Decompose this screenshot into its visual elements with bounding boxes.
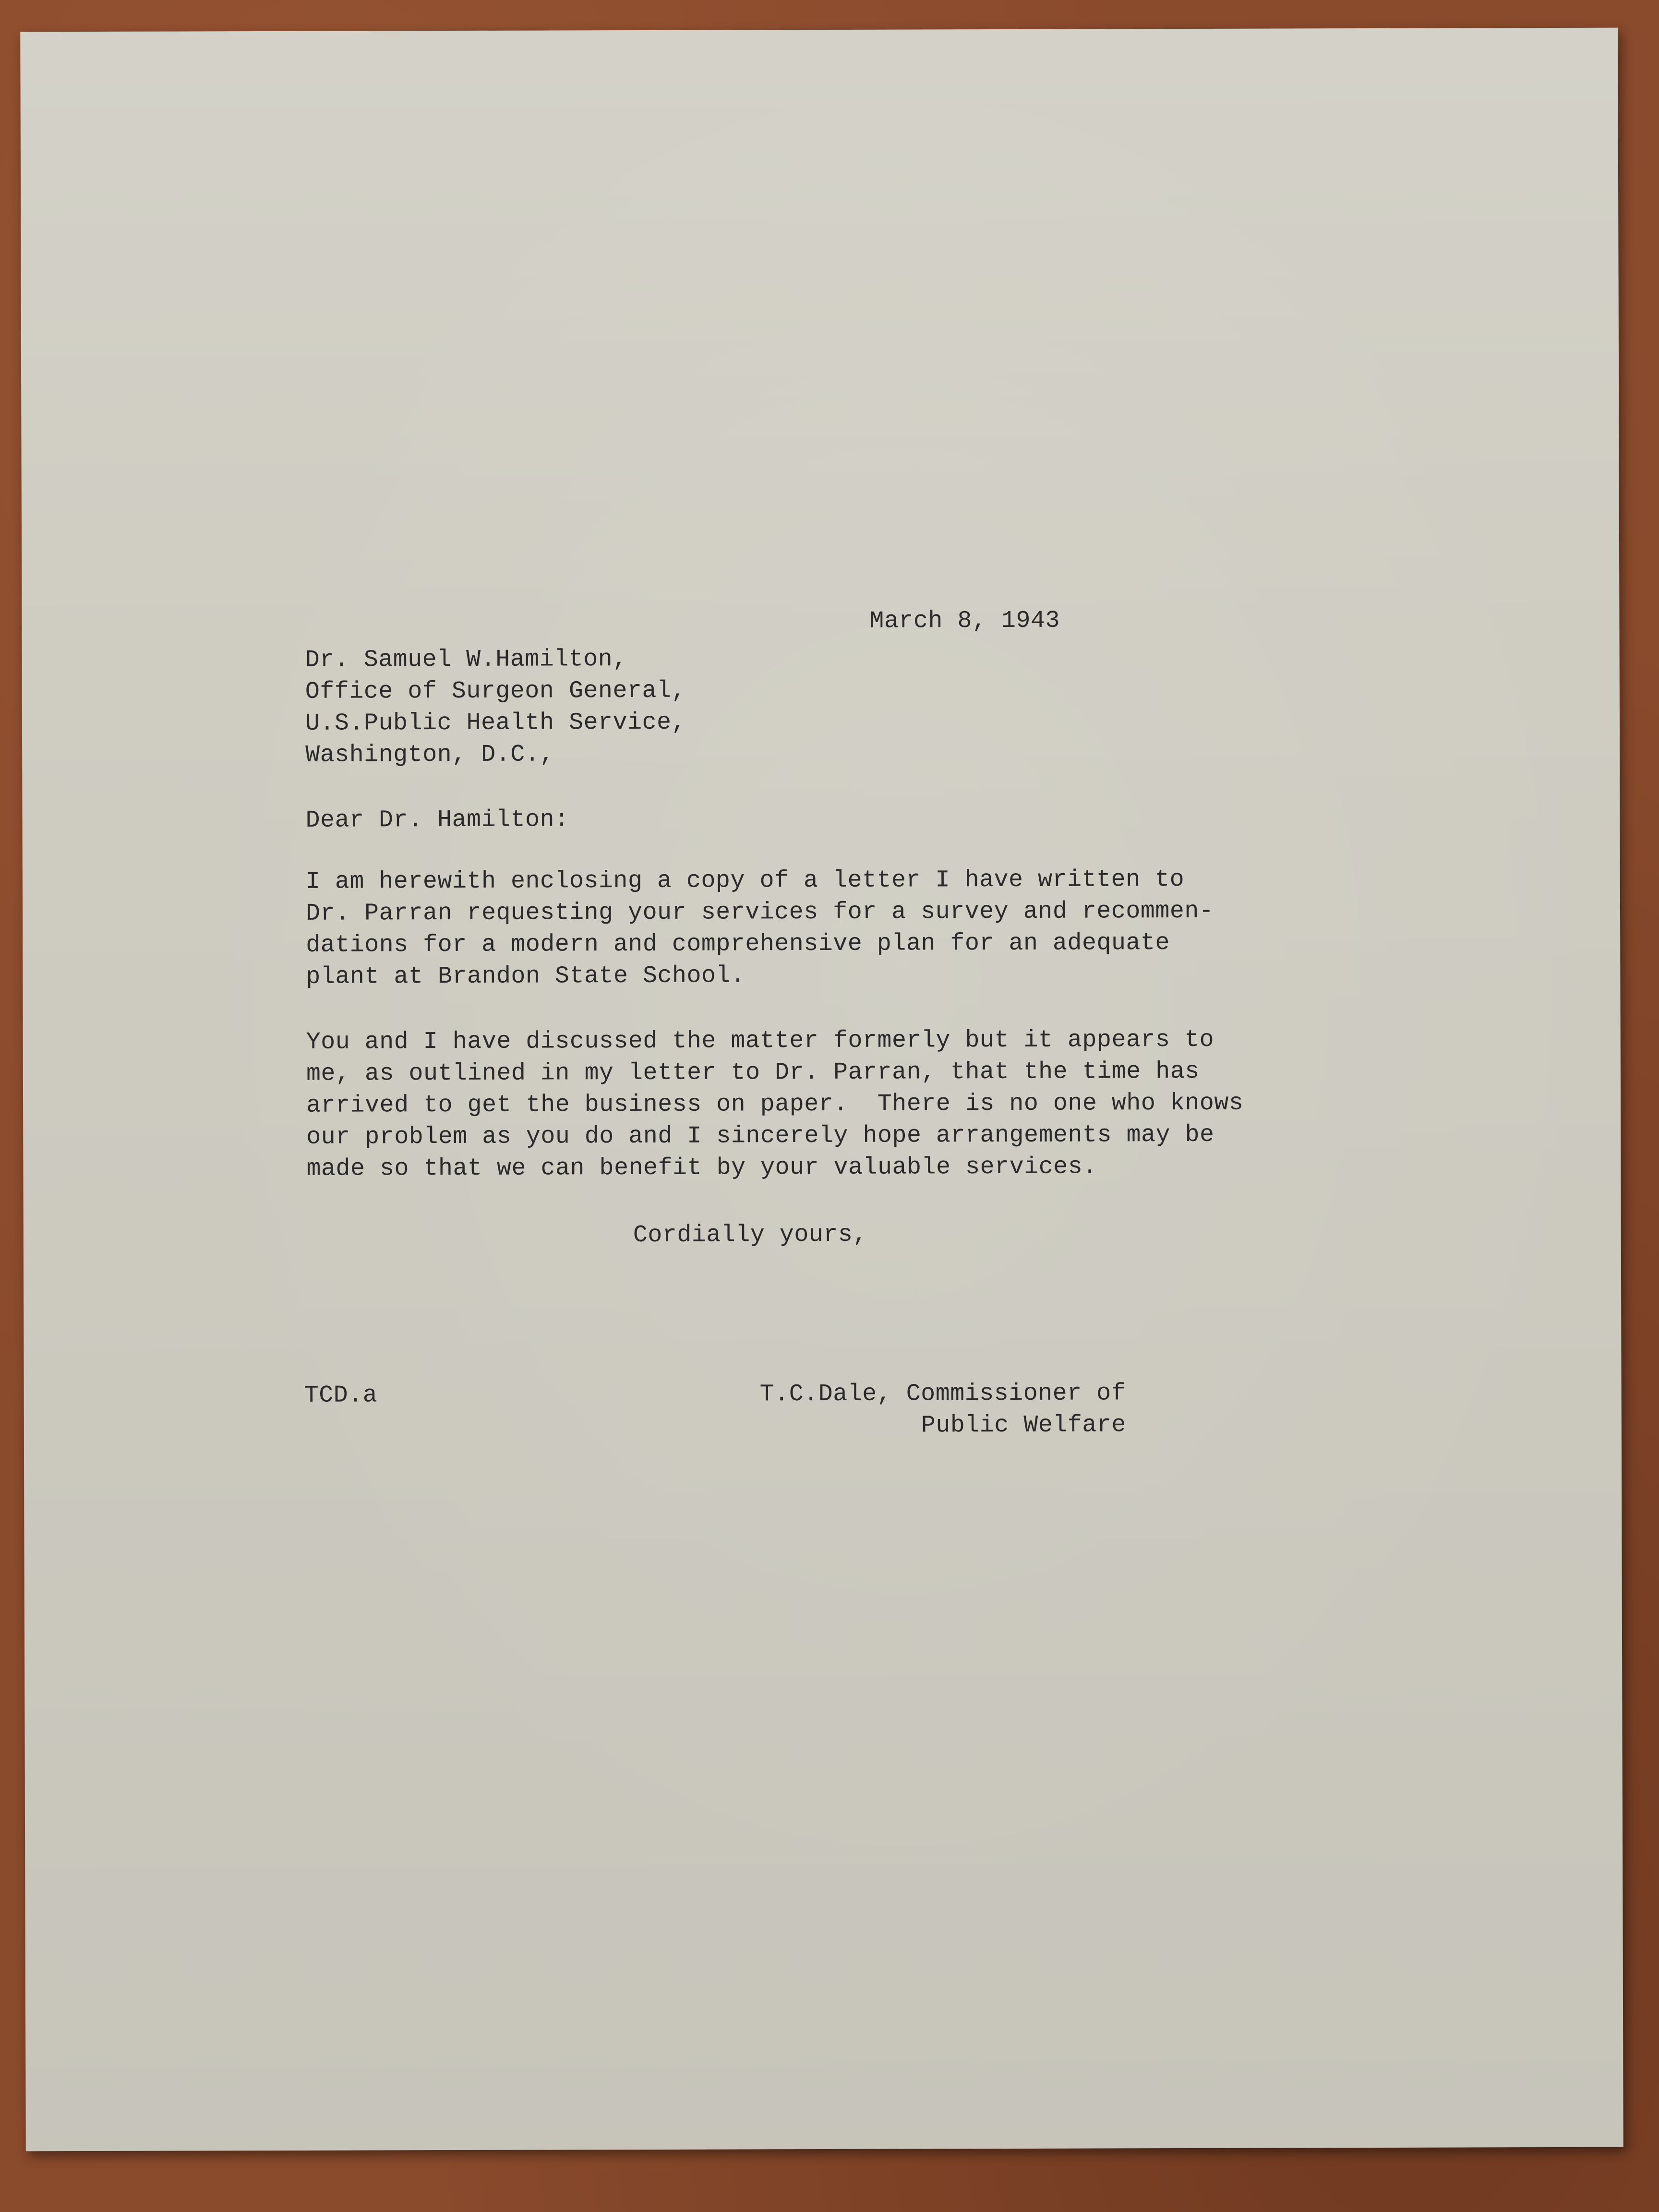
paragraph-line: Dr. Parran requesting your services for a survey and recommen- <box>305 897 1214 927</box>
salutation: Dear Dr. Hamilton: <box>305 806 569 834</box>
signer-name: T.C.Dale, Commissioner of <box>759 1380 1126 1408</box>
recipient-address <box>305 644 686 771</box>
paragraph-line: plant at Brandon State School. <box>306 962 745 991</box>
complimentary-close: Cordially yours, <box>633 1221 867 1250</box>
paragraph-line: made so that we can benefit by your valuable services. <box>306 1153 1097 1183</box>
signer-title: Public Welfare <box>921 1411 1126 1440</box>
paragraph-line: me, as outlined in my letter to Dr. Parran, that the time has <box>306 1058 1200 1088</box>
body-paragraph-1 <box>306 864 1214 993</box>
paragraph-line: I am herewith enclosing a copy of a letter I have written to <box>305 866 1185 896</box>
body-paragraph-2 <box>306 1024 1244 1185</box>
letter-page <box>20 28 1623 2152</box>
paragraph-line: You and I have discussed the matter formerly but it appears to <box>306 1026 1214 1056</box>
paragraph-line: dations for a modern and comprehensive plan for an adequate <box>306 929 1170 959</box>
paragraph-line: our problem as you do and I sincerely hope arrangements may be <box>306 1121 1214 1151</box>
paragraph-line: arrived to get the business on paper. There is no one who knows <box>306 1089 1244 1119</box>
address-line: Washington, D.C., <box>305 741 554 769</box>
letter-date: March 8, 1943 <box>869 607 1060 635</box>
address-line: Dr. Samuel W.Hamilton, <box>305 646 627 674</box>
signature-block <box>760 1378 1126 1442</box>
typist-initials: TCD.a <box>304 1382 378 1409</box>
address-line: Office of Surgeon General, <box>305 677 686 706</box>
address-line: U.S.Public Health Service, <box>305 709 686 737</box>
